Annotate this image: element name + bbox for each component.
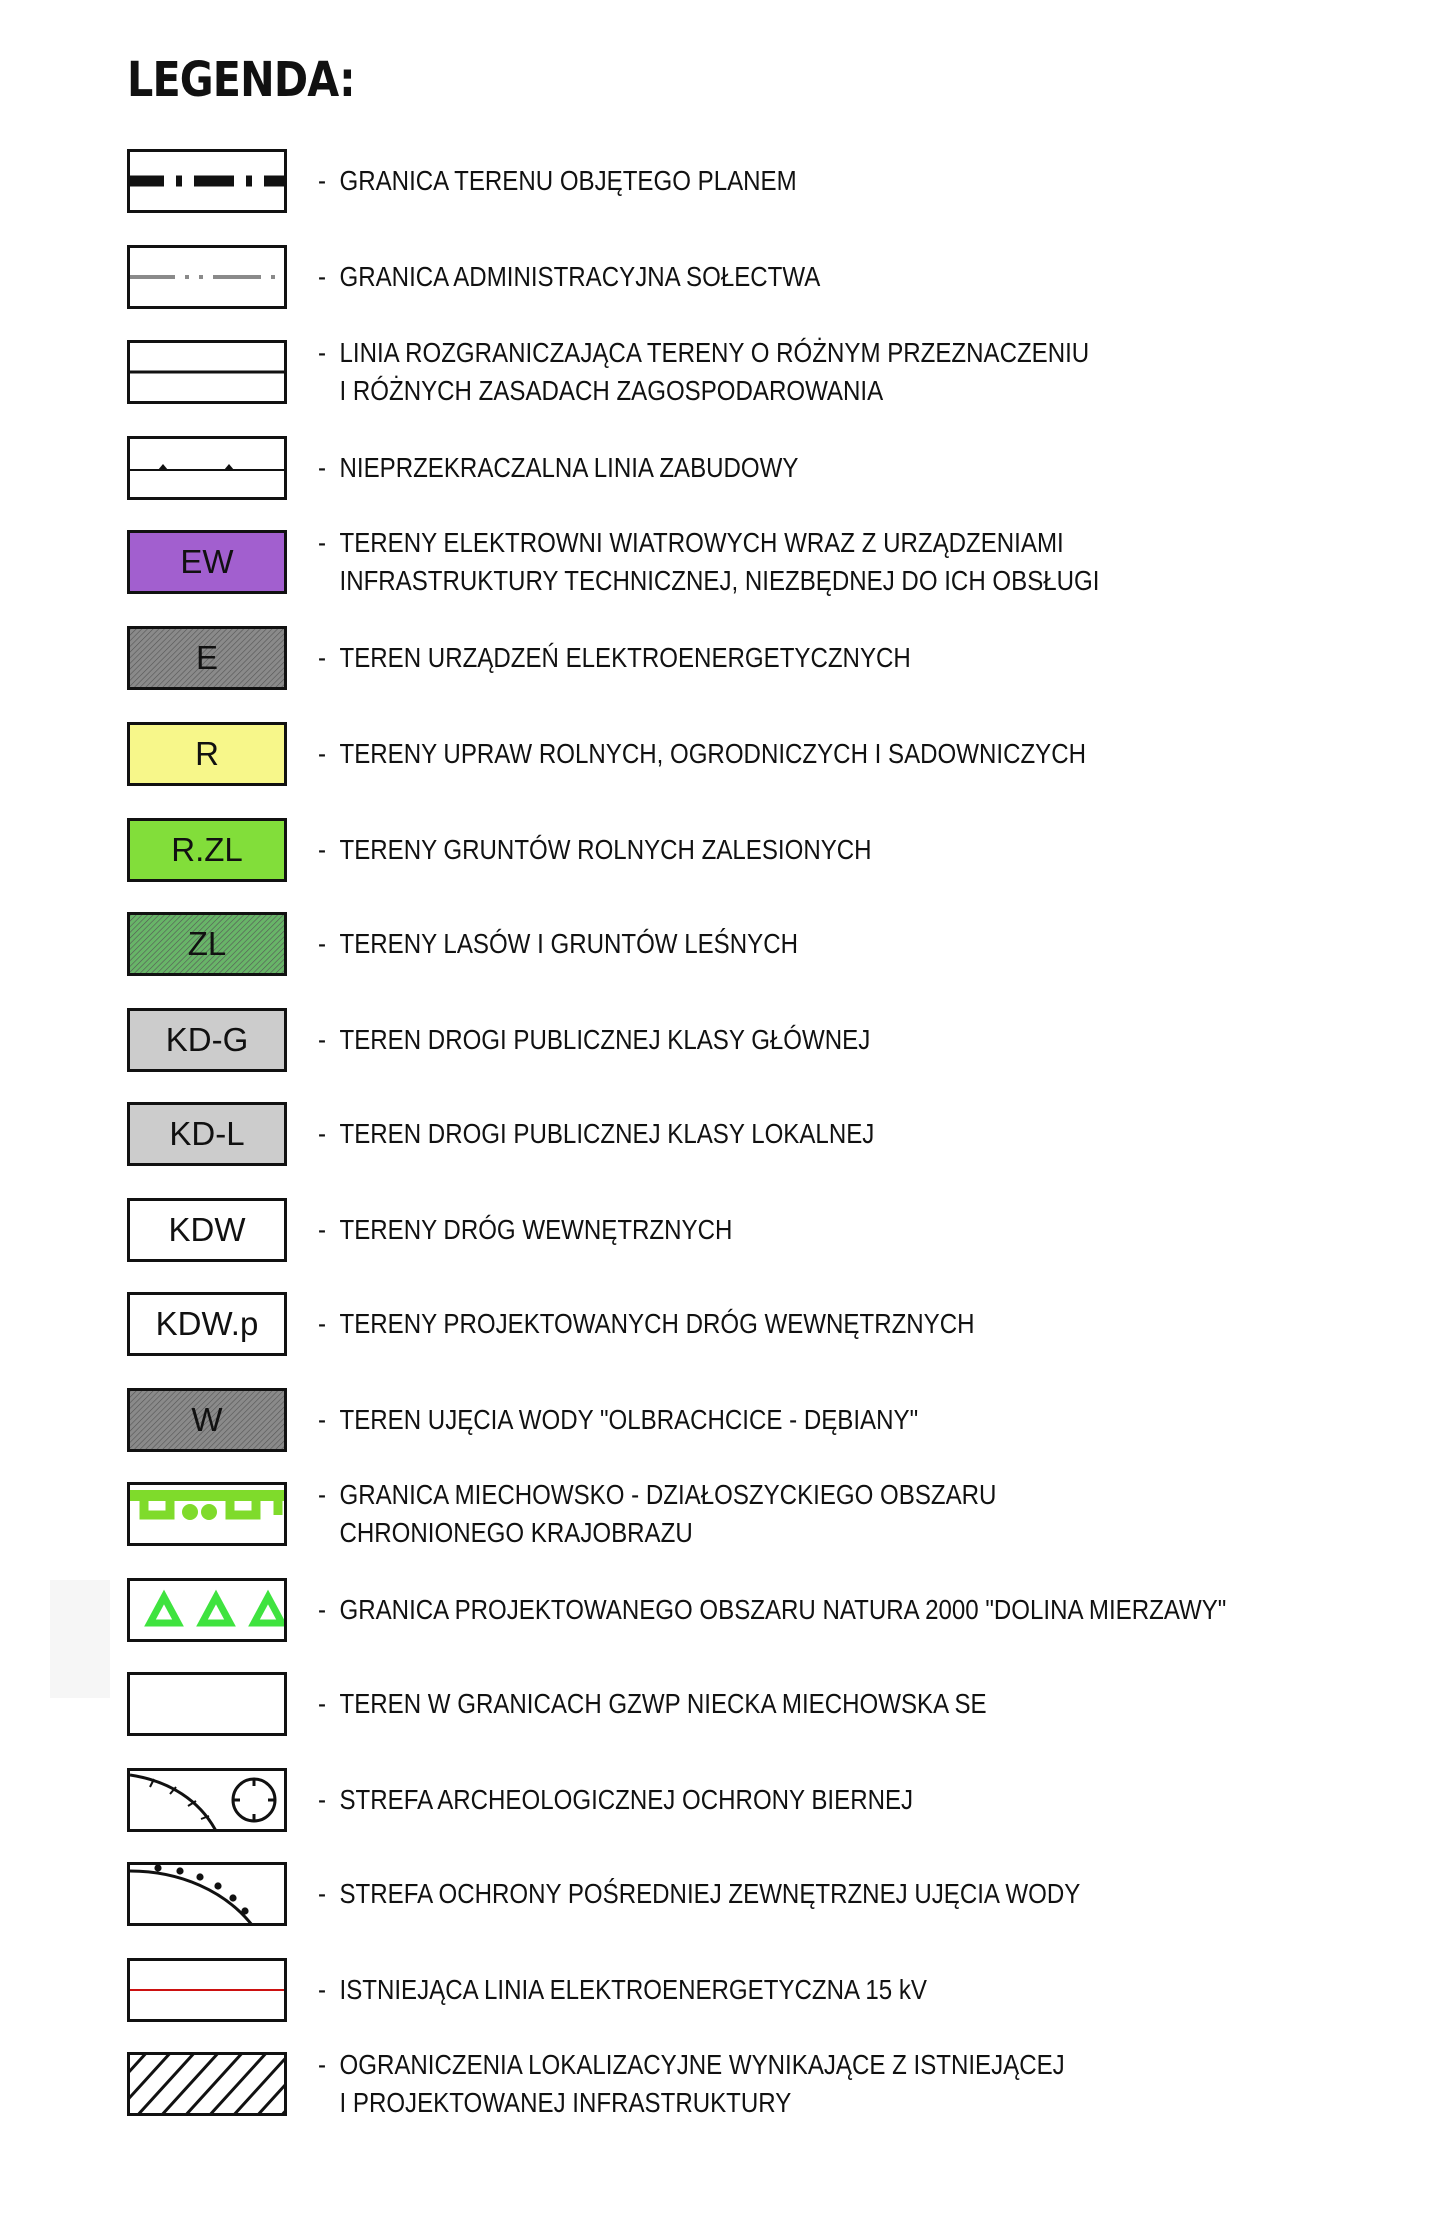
legend-description-line-1: - TEREN URZĄDZEŃ ELEKTROENERGETYCZNYCH: [318, 639, 1264, 677]
legend-description: [318, 527, 1418, 596]
legend-symbol-fill: [127, 1102, 287, 1166]
legend-symbol-archaeology-zone: [127, 1768, 287, 1832]
legend-description: [318, 1198, 1418, 1262]
legend-symbol-hatch: [127, 1388, 287, 1452]
legend-description-line-1: - TERENY LASÓW I GRUNTÓW LEŚNYCH: [318, 925, 1264, 963]
legend-description: [318, 1008, 1418, 1072]
legend-description-line-1: - TERENY PROJEKTOWANYCH DRÓG WEWNĘTRZNYCH: [318, 1305, 1264, 1343]
legend-symbol-building-line: [127, 436, 287, 500]
legend-code: R.ZL: [171, 831, 243, 868]
legend-description: [318, 245, 1418, 309]
legend-code: E: [195, 639, 218, 676]
legend-description-line-1: - OGRANICZENIA LOKALIZACYJNE WYNIKAJĄCE Z ISTNIEJĄCEJ: [318, 2046, 1264, 2084]
legend-description: [318, 1388, 1418, 1452]
legend-description: [318, 2049, 1418, 2118]
legend-code: KD-L: [169, 1115, 245, 1152]
legend-symbol-landscape-area-boundary: [127, 1482, 287, 1546]
legend-symbol-fill: [127, 530, 287, 594]
legend-code: KDW: [168, 1211, 246, 1248]
legend-description: [318, 912, 1418, 976]
legend-description-line-1: - GRANICA TERENU OBJĘTEGO PLANEM: [318, 162, 1264, 200]
legend-symbol-fill: [127, 818, 287, 882]
legend-code: ZL: [187, 925, 227, 962]
legend-description: [318, 436, 1418, 500]
legend-symbol-fill: [127, 722, 287, 786]
legend-symbol-hatch: [127, 626, 287, 690]
legend-symbol-administrative-boundary-line: [127, 245, 287, 309]
legend-symbol-infrastructure-hatch: [127, 2052, 287, 2116]
legend-description-line-2: INFRASTRUKTURY TECHNICZNEJ, NIEZBĘDNEJ DO ICH OBSŁUGI: [339, 565, 1100, 596]
legend-description-line-1: - TEREN DROGI PUBLICZNEJ KLASY GŁÓWNEJ: [318, 1021, 1264, 1059]
legend-symbol-water-protection-zone: [127, 1862, 287, 1926]
legend-symbol-boundary-plan-line: [127, 149, 287, 213]
legend-description: [318, 1479, 1418, 1548]
legend-symbol-fill: [127, 1198, 287, 1262]
legend-description-line-1: - TEREN UJĘCIA WODY "OLBRACHCICE - DĘBIANY": [318, 1401, 1264, 1439]
legend-description: [318, 337, 1418, 406]
legend-description-line-1: - GRANICA PROJEKTOWANEGO OBSZARU NATURA 2000 "DOLINA MIERZAWY": [318, 1591, 1264, 1629]
legend-description: [318, 626, 1418, 690]
legend-description: [318, 1102, 1418, 1166]
legend-description-line-1: - GRANICA MIECHOWSKO - DZIAŁOSZYCKIEGO OBSZARU: [318, 1476, 1264, 1514]
scan-smudge: [50, 1580, 110, 1698]
legend-code: W: [191, 1401, 223, 1438]
legend-description: [318, 1578, 1418, 1642]
legend-symbol-zoning-divider-line: [127, 340, 287, 404]
legend-code: EW: [180, 543, 234, 580]
legend-description: [318, 1672, 1418, 1736]
legend-code: KDW.p: [155, 1305, 259, 1342]
legend-description-line-1: - STREFA OCHRONY POŚREDNIEJ ZEWNĘTRZNEJ UJĘCIA WODY: [318, 1875, 1264, 1913]
legend-title: LEGENDA:: [127, 52, 355, 108]
legend-description-line-1: - TERENY ELEKTROWNI WIATROWYCH WRAZ Z URZĄDZENIAMI: [318, 524, 1264, 562]
legend-description-line-1: - TERENY GRUNTÓW ROLNYCH ZALESIONYCH: [318, 831, 1264, 869]
legend-code: KD-G: [165, 1021, 249, 1058]
legend-description-line-1: - TEREN W GRANICACH GZWP NIECKA MIECHOWSKA SE: [318, 1685, 1264, 1723]
legend-description: [318, 1862, 1418, 1926]
legend-symbol-fill: [127, 1292, 287, 1356]
legend-symbol-power-line-15kv: [127, 1958, 287, 2022]
legend-description: [318, 149, 1418, 213]
legend-description-line-1: - GRANICA ADMINISTRACYJNA SOŁECTWA: [318, 258, 1264, 296]
legend-symbol-natura-triangles: [127, 1578, 287, 1642]
legend-description-line-2: I PROJEKTOWANEJ INFRASTRUKTURY: [339, 2087, 792, 2118]
legend-description-line-1: - LINIA ROZGRANICZAJĄCA TERENY O RÓŻNYM PRZEZNACZENIU: [318, 334, 1264, 372]
legend-description-line-1: - STREFA ARCHEOLOGICZNEJ OCHRONY BIERNEJ: [318, 1781, 1264, 1819]
legend-description-line-2: I RÓŻNYCH ZASADACH ZAGOSPODAROWANIA: [339, 375, 884, 406]
legend-description-line-1: - TEREN DROGI PUBLICZNEJ KLASY LOKALNEJ: [318, 1115, 1264, 1153]
legend-description-line-1: - TERENY DRÓG WEWNĘTRZNYCH: [318, 1211, 1264, 1249]
legend-description-line-2: CHRONIONEGO KRAJOBRAZU: [339, 1517, 693, 1548]
legend-description: [318, 1768, 1418, 1832]
legend-description-line-1: - NIEPRZEKRACZALNA LINIA ZABUDOWY: [318, 449, 1264, 487]
legend-symbol-empty: [127, 1672, 287, 1736]
legend-description-line-1: - TERENY UPRAW ROLNYCH, OGRODNICZYCH I SADOWNICZYCH: [318, 735, 1264, 773]
legend-symbol-hatch: [127, 912, 287, 976]
legend-description: [318, 1292, 1418, 1356]
legend-description: [318, 1958, 1418, 2022]
legend-description: [318, 818, 1418, 882]
legend-description-line-1: - ISTNIEJĄCA LINIA ELEKTROENERGETYCZNA 15 kV: [318, 1971, 1264, 2009]
legend-code: R: [195, 735, 219, 772]
legend-symbol-fill: [127, 1008, 287, 1072]
legend-description: [318, 722, 1418, 786]
